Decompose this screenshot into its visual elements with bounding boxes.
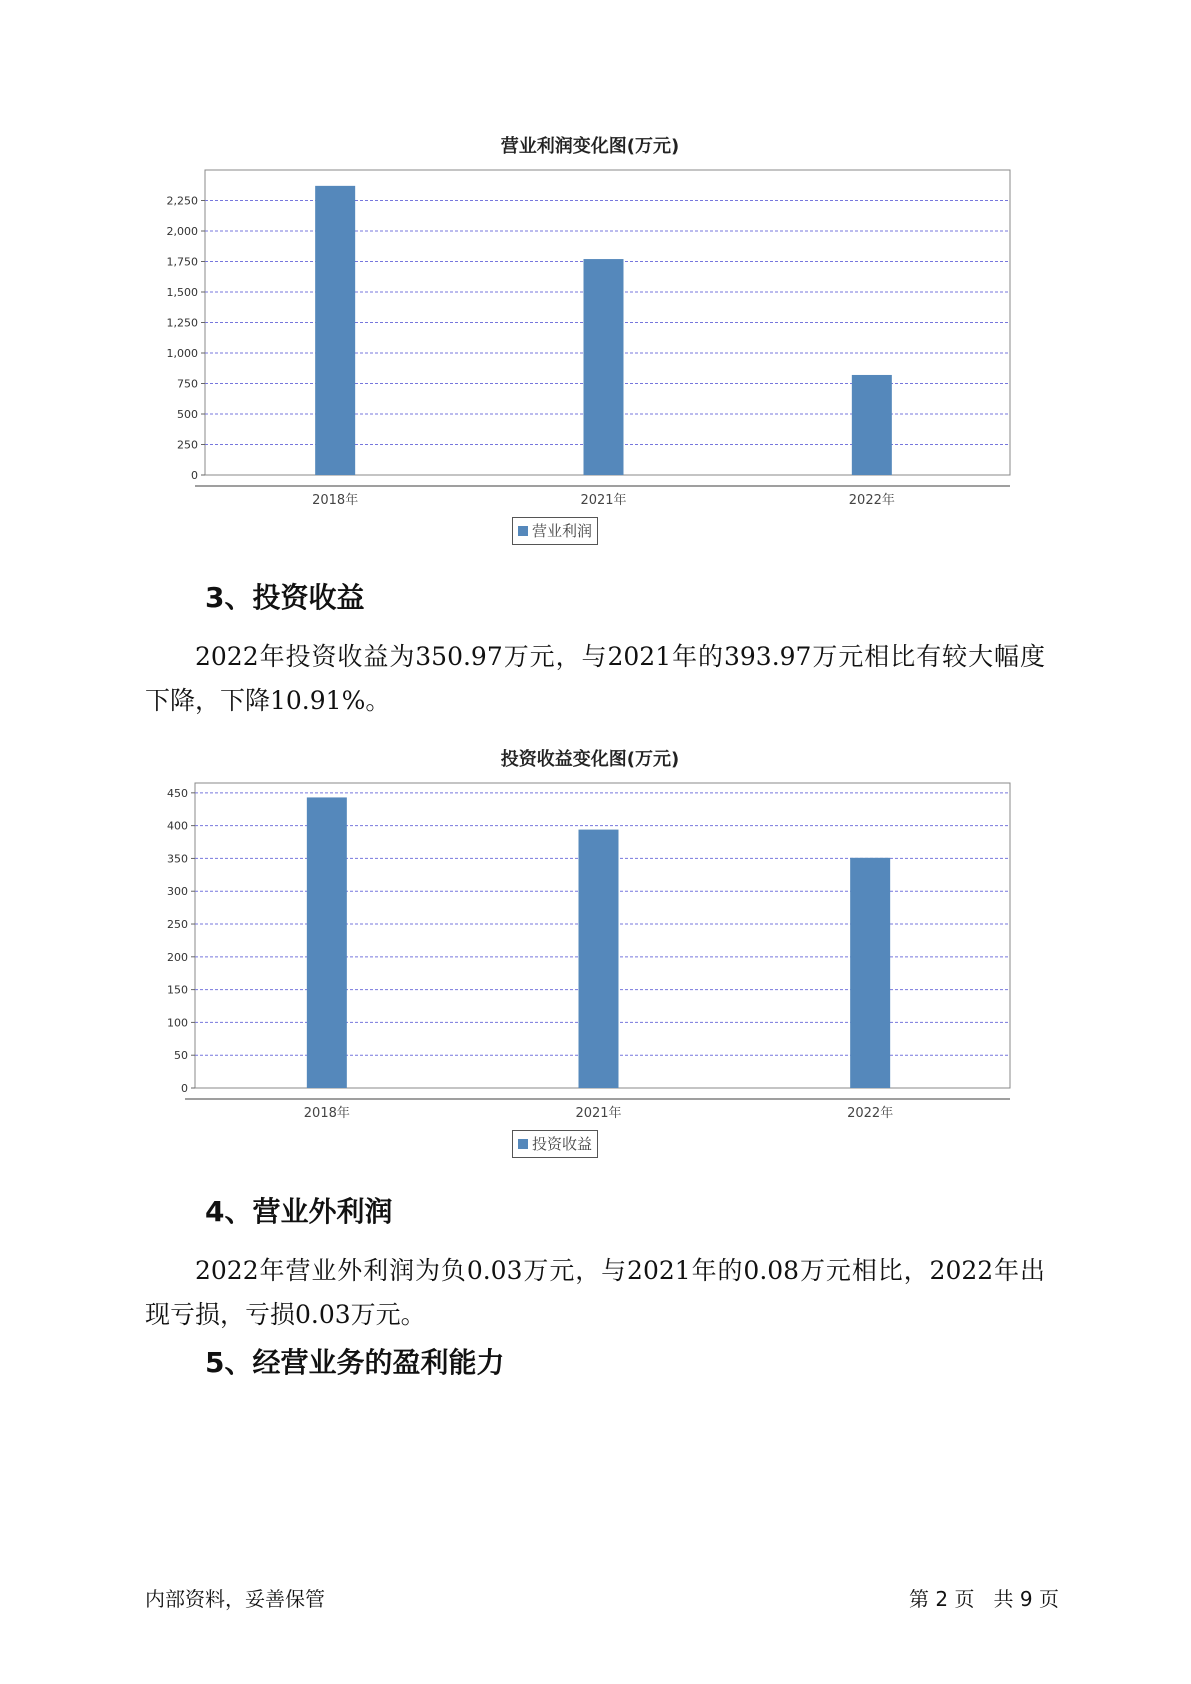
y-tick-label: 400 [167, 819, 188, 833]
y-tick-label: 1,750 [166, 255, 198, 269]
y-tick-label: 250 [177, 438, 198, 452]
y-tick-label: 1,250 [166, 316, 198, 330]
bar [852, 375, 892, 475]
y-tick-label: 300 [167, 885, 188, 899]
y-tick-label: 250 [167, 918, 188, 932]
footer-confidential: 内部资料，妥善保管 [145, 1587, 325, 1611]
x-tick-label: 2018年 [312, 493, 359, 508]
x-tick-label: 2022年 [848, 493, 895, 508]
y-tick-label: 450 [167, 786, 188, 800]
legend-label: 营业利润 [532, 522, 593, 540]
chart-plot [150, 778, 1030, 1153]
bar [584, 259, 624, 475]
y-tick-label: 50 [174, 1049, 188, 1063]
chart-legend [512, 1130, 598, 1158]
y-tick-label: 500 [177, 408, 198, 421]
investment-income-chart [150, 743, 1030, 1163]
y-tick-label: 2,250 [166, 194, 198, 208]
y-tick-label: 1,000 [166, 347, 198, 360]
section-heading-investment-income: 3、投资收益 [205, 581, 365, 614]
chart-title: 投资收益变化图(万元) [500, 749, 680, 770]
chart-title: 营业利润变化图(万元) [500, 136, 680, 157]
y-tick-label: 100 [167, 1016, 188, 1030]
x-tick-label: 2022年 [847, 1106, 894, 1121]
investment-income-paragraph: 2022年投资收益为350.97万元，与2021年的393.97万元相比有较大幅度下降，下降10.91%。 [145, 642, 1045, 715]
y-tick-label: 0 [181, 1082, 188, 1095]
footer-page-number: 第 2 页 共 9 页 [909, 1587, 1059, 1611]
chart-plot [150, 165, 1030, 540]
y-tick-label: 350 [167, 852, 188, 866]
bar [850, 858, 890, 1088]
bar [579, 830, 619, 1088]
section-heading-non-operating-profit: 4、营业外利润 [205, 1195, 393, 1228]
x-tick-label: 2021年 [580, 493, 627, 508]
y-tick-label: 2,000 [166, 225, 198, 238]
chart-legend [512, 517, 598, 545]
y-tick-label: 0 [191, 469, 198, 482]
operating-profit-chart [150, 130, 1030, 550]
y-tick-label: 750 [177, 377, 198, 391]
section-heading-operating-profitability: 5、经营业务的盈利能力 [205, 1346, 505, 1379]
non-operating-profit-paragraph: 2022年营业外利润为负0.03万元，与2021年的0.08万元相比，2022年出现亏损，亏损0.03万元。 [145, 1256, 1045, 1329]
bar [307, 797, 347, 1088]
x-tick-label: 2018年 [303, 1106, 350, 1121]
legend-swatch [518, 1139, 528, 1149]
bar [315, 186, 355, 475]
legend-swatch [518, 526, 528, 536]
y-tick-label: 150 [167, 983, 188, 997]
y-tick-label: 1,500 [166, 286, 198, 299]
x-tick-label: 2021年 [575, 1106, 622, 1121]
legend-label: 投资收益 [532, 1135, 593, 1153]
y-tick-label: 200 [167, 950, 188, 964]
